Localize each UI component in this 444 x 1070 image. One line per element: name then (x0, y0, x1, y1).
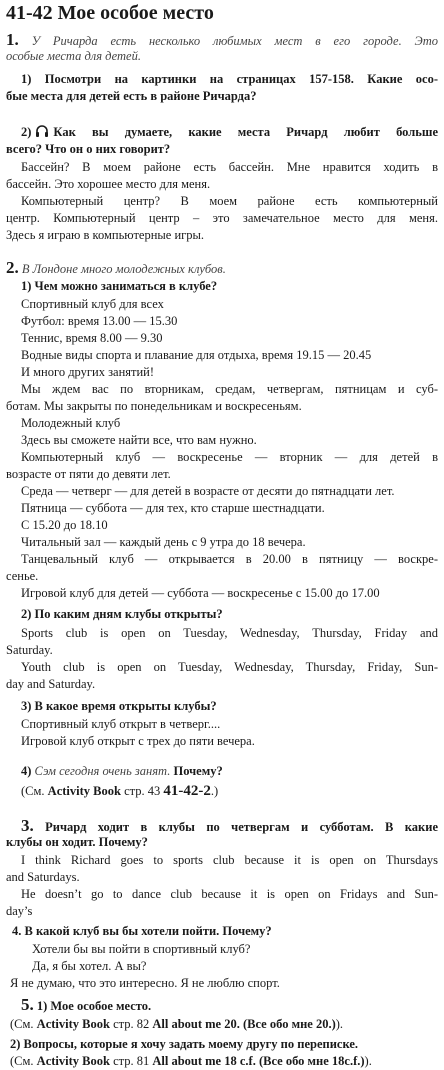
ref-end: ). (364, 1054, 372, 1068)
ref-page: стр. 81 (113, 1054, 150, 1068)
ref-prefix: (См. (21, 784, 45, 798)
ex3-answer-line: He doesn’t go to dance club because it is open on Fridays and Sun- (21, 887, 438, 901)
ex1-q2-number: 2) (21, 125, 32, 139)
ex1-answer-line-2: бассейн. Это хорошее место для меня. (6, 177, 211, 191)
ex2-line: Мы ждем вас по вторникам, средам, четвергам, пятницам и суб- (21, 382, 438, 396)
ex4-dialogue-line: Хотели бы вы пойти в спортивный клуб? (32, 942, 251, 956)
ex1-q2-line-2: всего? Что он о них говорит? (6, 142, 171, 156)
ref-prefix: (См. (10, 1054, 34, 1068)
ref-page: стр. 82 (113, 1017, 150, 1031)
ex1-answer-line-1: Бассейн? В моем районе есть бассейн. Мне нравится ходить в (21, 160, 438, 174)
ex2-q4 (21, 763, 438, 780)
ex2-answer-line: Sports club is open on Tuesday, Wednesday, Thursday, Friday and (21, 626, 438, 640)
ex1-q2-text: Как вы думаете, какие места Ричард любит больше (53, 125, 438, 139)
ex2-line: И много других занятий! (21, 365, 155, 379)
ex2-line: Компьютерный клуб — воскресенье — вторник — для детей в (21, 450, 438, 464)
ex2-line: Футбол: время 13.00 — 15.30 (21, 314, 178, 328)
ex1-answer-line-5: Здесь я играю в компьютерные игры. (6, 228, 205, 242)
ex2-line: Водные виды спорта и плавание для отдыха, время 19.15 — 20.45 (21, 348, 372, 362)
ex2-q4-italic: Сэм сегодня очень занят. (34, 764, 171, 778)
ex3-question-text: Ричард ходит в клубы по четвергам и субботам. В какие (45, 820, 438, 834)
ex2-answer-line: Спортивный клуб открыт в четверг.... (21, 717, 221, 731)
page-title: 41-42 Мое особое место (6, 2, 214, 24)
ex2-line: сенье. (6, 569, 39, 583)
ex1-intro-text: У Ричарда есть несколько любимых мест в его городе. Это (31, 34, 438, 48)
ex2-line: Молодежный клуб (21, 416, 121, 430)
ex2-line: Здесь вы сможете найти все, что вам нужно. (21, 433, 257, 447)
ex5-reference-2 (10, 1053, 438, 1070)
ex2-q3: 3) В какое время открыты клубы? (21, 699, 217, 713)
ref-section: All about me 20. (Все обо мне 20.) (152, 1017, 336, 1031)
ex2-q1: 1) Чем можно заниматься в клубе? (21, 279, 218, 293)
ex2-answer-line: Игровой клуб открыт с трех до пяти вечера. (21, 734, 255, 748)
ex2-line: Среда — четверг — для детей в возрасте от десяти до пятнадцати лет. (21, 484, 395, 498)
ex1-q1-line-2: бые места для детей есть в районе Ричарда? (6, 89, 257, 103)
ex2-number: 2. (6, 258, 19, 277)
ex2-answer-line: day and Saturday. (6, 677, 96, 691)
ex3-question-line-2: клубы он ходит. Почему? (6, 835, 148, 849)
ex5-q1-text: 1) Мое особое место. (36, 999, 152, 1013)
ex2-q4-number: 4) (21, 764, 32, 778)
ex5-q2: 2) Вопросы, которые я хочу задать моему другу по переписке. (10, 1037, 359, 1051)
ex2-line: Теннис, время 8.00 — 9.30 (21, 331, 163, 345)
ex2-line: ботам. Мы закрыты по понедельникам и воскресеньям. (6, 399, 302, 413)
ex3-answer-line: I think Richard goes to sports club because it is open on Thursdays (21, 853, 438, 867)
ex2-q4-why: Почему? (173, 764, 223, 778)
ref-end: ). (335, 1017, 344, 1031)
ex2-q4-reference (21, 783, 438, 800)
ex1-answer-line-3: Компьютерный центр? В моем районе есть компьютерный (21, 194, 438, 208)
ex1-q2-line-1 (21, 124, 438, 141)
ex2-intro-line (6, 259, 438, 278)
ex2-line: Танцевальный клуб — открывается в 20.00 в пятницу — воскре- (21, 552, 438, 566)
ex5-reference-1 (10, 1016, 438, 1033)
ref-code: 41-42-2 (163, 783, 211, 799)
ref-section: All about me 18 c.f. (Все обо мне 18c.f.) (152, 1054, 365, 1068)
ex2-line: Игровой клуб для детей — суббота — воскресенье с 15.00 до 17.00 (21, 586, 380, 600)
ex5-number: 5. (21, 995, 34, 1014)
ex2-line: Читальный зал — каждый день с 9 утра до 18 вечера. (21, 535, 306, 549)
ex3-number: 3. (21, 816, 34, 835)
ex1-number: 1. (6, 30, 19, 49)
ref-page: стр. 43 (124, 784, 161, 798)
ex2-line: возрасте от пяти до девяти лет. (6, 467, 171, 481)
ex2-answer-line: Youth club is open on Tuesday, Wednesday, Thursday, Friday, Sun- (21, 660, 438, 674)
ex3-answer-line: and Saturdays. (6, 870, 80, 884)
headphones-icon (35, 125, 49, 138)
ref-book: Activity Book (36, 1017, 110, 1031)
ex2-intro-text: В Лондоне много молодежных клубов. (21, 262, 226, 276)
ex4-dialogue-line: Да, я бы хотел. А вы? (32, 959, 147, 973)
ref-book: Activity Book (36, 1054, 110, 1068)
ex2-line: Спортивный клуб для всех (21, 297, 164, 311)
ex4-question: 4. В какой клуб вы бы хотели пойти. Почему? (12, 924, 272, 938)
ex1-q1-line-1: 1) Посмотри на картинки на страницах 157-158. Какие осо- (21, 72, 438, 86)
ex5-q1 (21, 996, 438, 1015)
ex2-line: Пятница — суббота — для тех, кто старше шестнадцати. (21, 501, 325, 515)
ex3-answer-line: day’s (6, 904, 33, 918)
ex2-q2: 2) По каким дням клубы открыты? (21, 607, 223, 621)
ex2-line: С 15.20 до 18.10 (21, 518, 108, 532)
ref-book: Activity Book (47, 784, 121, 798)
ref-prefix: (См. (10, 1017, 34, 1031)
ex1-intro-line-2: особые места для детей. (6, 49, 141, 63)
ex1-answer-line-4: центр. Компьютерный центр – это замечательное место для меня. (6, 211, 438, 225)
ref-end: .) (210, 784, 219, 798)
ex4-dialogue-line: Я не думаю, что это интересно. Я не люблю спорт. (10, 976, 280, 990)
ex2-answer-line: Saturday. (6, 643, 53, 657)
